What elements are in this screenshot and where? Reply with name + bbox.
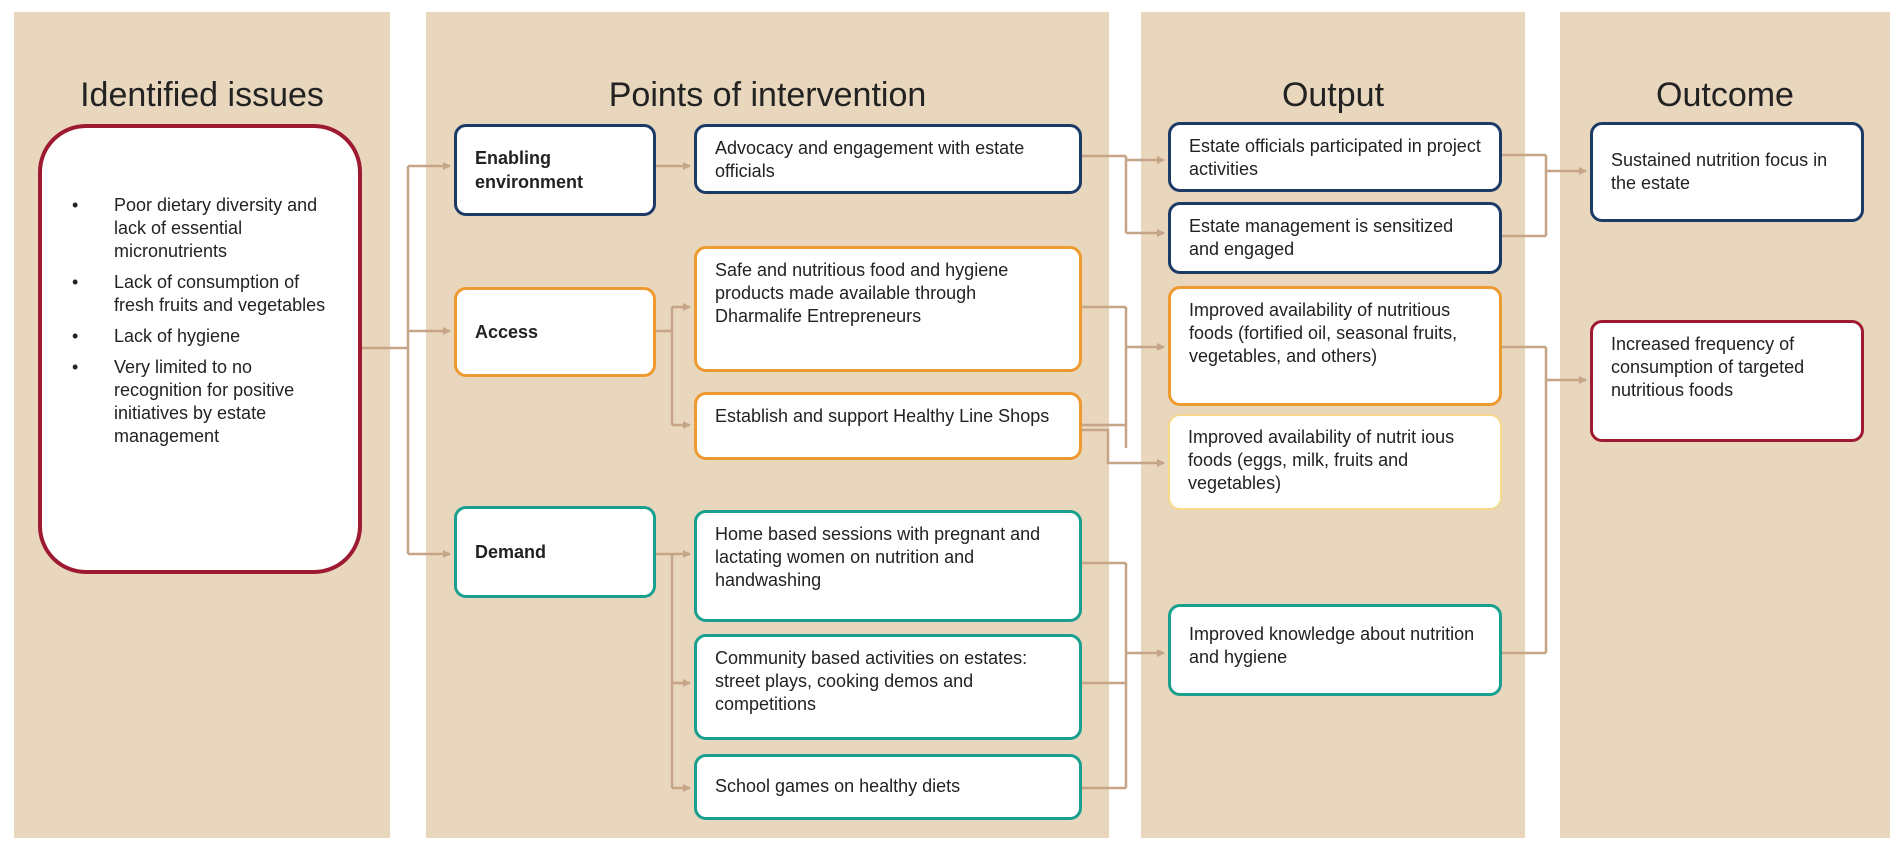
bullet-icon: • <box>72 357 79 377</box>
bullet-icon: • <box>72 195 79 215</box>
issue-item: • Lack of consumption of fresh fruits and vegetables <box>72 272 326 315</box>
intervention-advocacy: Advocacy and engagement with estate officials <box>694 124 1082 194</box>
intervention-safe-food: Safe and nutritious food and hygiene products made available through Dharmalife Entrepreneurs <box>694 246 1082 372</box>
output-knowledge: Improved knowledge about nutrition and hygiene <box>1168 604 1502 696</box>
output-officials-participated: Estate officials participated in project activities <box>1168 122 1502 192</box>
intervention-school-games: School games on healthy diets <box>694 754 1082 820</box>
outcome-sustained-focus: Sustained nutrition focus in the estate <box>1590 122 1864 222</box>
output-management-sensitized: Estate management is sensitized and engaged <box>1168 202 1502 274</box>
output-eggs-milk: Improved availability of nutrit ious foods (eggs, milk, fruits and vegetables) <box>1168 414 1502 510</box>
intervention-healthy-line-shops: Establish and support Healthy Line Shops <box>694 392 1082 460</box>
intervention-home-sessions: Home based sessions with pregnant and lactating women on nutrition and handwashing <box>694 510 1082 622</box>
issues-box <box>38 124 362 574</box>
category-access: Access <box>454 287 656 377</box>
issue-item: • Poor dietary diversity and lack of essential micronutrients <box>72 195 318 261</box>
category-demand: Demand <box>454 506 656 598</box>
issue-item: • Lack of hygiene <box>72 326 241 346</box>
bullet-icon: • <box>72 272 79 292</box>
intervention-column-title: Points of intervention <box>608 76 927 114</box>
intervention-community-activities: Community based activities on estates: street plays, cooking demos and competitions <box>694 634 1082 740</box>
bullet-icon: • <box>72 326 79 346</box>
connector-shops-to-eggs <box>1082 430 1164 463</box>
category-enabling-environment: Enabling environment <box>454 124 656 216</box>
issues-column-title: Identified issues <box>80 76 324 114</box>
output-column-title: Output <box>1281 76 1385 114</box>
issue-item: • Very limited to no recognition for positive initiatives by estate management <box>72 357 295 446</box>
outcome-column-title: Outcome <box>1656 76 1794 114</box>
output-fortified-foods: Improved availability of nutritious foods (fortified oil, seasonal fruits, vegetables, and others) <box>1168 286 1502 406</box>
outcome-increased-frequency: Increased frequency of consumption of targeted nutritious foods <box>1590 320 1864 442</box>
